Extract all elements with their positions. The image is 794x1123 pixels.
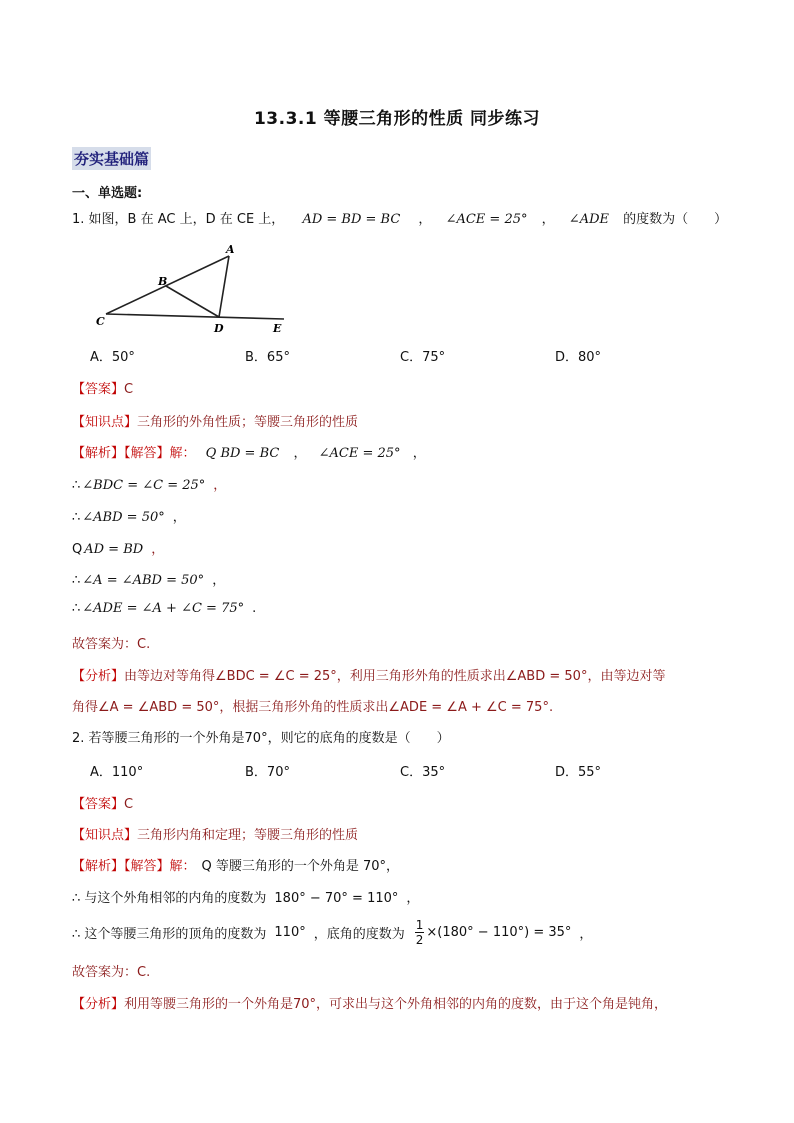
solution-tag: 【解析】【解答】解： xyxy=(72,446,196,461)
analysis-tag: 【分析】 xyxy=(72,669,125,684)
line-ca xyxy=(106,256,229,314)
q1-option-b[interactable]: B．65° xyxy=(245,350,290,365)
q1-option-a[interactable]: A．50° xyxy=(90,350,135,365)
q1-step-4 xyxy=(72,569,225,588)
solution-math-1: Q BD = BC xyxy=(205,446,280,461)
step-punct: . xyxy=(252,601,257,616)
fraction-denominator: 2 xyxy=(415,932,424,947)
q1-analysis-line-1 xyxy=(72,665,665,684)
step-punct: ， xyxy=(212,573,226,588)
step-symbol: ∴ xyxy=(72,601,81,616)
solution-end: ， xyxy=(412,446,426,461)
step-symbol: Q xyxy=(72,542,83,557)
q1-option-d[interactable]: D．80° xyxy=(555,350,602,365)
q1-prefix: 1. 如图，B 在 AC 上，D 在 CE 上， xyxy=(72,212,285,227)
q1-math-3: ∠ADE xyxy=(568,212,609,227)
part-heading: 一、单选题: xyxy=(72,186,143,201)
q2-analysis-line-1 xyxy=(72,993,667,1012)
page-title: 13.3.1 等腰三角形的性质 同步练习 xyxy=(253,109,541,129)
section-heading: 夯实基础篇 xyxy=(72,147,151,170)
step-punct: ， xyxy=(406,891,420,906)
analysis-text: 由等边对等角得∠BDC = ∠C = 25°，利用三角形外角的性质求出∠ABD = 50°，由等边对等 xyxy=(124,669,666,684)
q1-conclusion: 故答案为：C. xyxy=(72,637,151,652)
q2-option-c[interactable]: C．35° xyxy=(400,765,446,780)
label-e: E xyxy=(273,322,282,335)
solution-tag: 【解析】【解答】解： xyxy=(72,859,196,874)
label-c: C xyxy=(96,315,105,328)
step-symbol: ∴ xyxy=(72,510,81,525)
analysis-tag: 【分析】 xyxy=(72,997,125,1012)
fraction xyxy=(415,918,425,947)
line-ad xyxy=(219,256,229,317)
q1-math-1: AD = BD = BC xyxy=(302,212,401,227)
q2-stem: 2. 若等腰三角形的一个外角是70°，则它的底角的度数是（ ） xyxy=(72,731,450,746)
step-punct: ， xyxy=(172,510,186,525)
q1-knowledge xyxy=(72,411,358,430)
q1-step-5 xyxy=(72,601,256,616)
q1-step-3 xyxy=(72,538,164,557)
step-math: ∠ADE = ∠A + ∠C = 75° xyxy=(82,601,245,616)
q1-analysis-line-2: 角得∠A = ∠ABD = 50°，根据三角形外角的性质求出∠ADE = ∠A + ∠C = 75°. xyxy=(72,700,554,715)
q1-math-2: ∠ACE = 25° xyxy=(445,212,528,227)
q2-answer xyxy=(72,793,133,812)
step-symbol: ∴ xyxy=(72,573,81,588)
line-bd xyxy=(166,286,219,317)
q2-option-d[interactable]: D．55° xyxy=(555,765,602,780)
step-punct: ， xyxy=(213,478,227,493)
step-punct: ， xyxy=(579,926,593,942)
q1-step-1 xyxy=(72,474,226,493)
answer-value: C xyxy=(124,797,134,812)
knowledge-tag: 【知识点】 xyxy=(72,415,138,430)
knowledge-tag: 【知识点】 xyxy=(72,828,138,843)
step-symbol: ∴ xyxy=(72,478,81,493)
step-text: ∴ 与这个外角相邻的内角的度数为 xyxy=(72,891,267,906)
step-text: ∴ 这个等腰三角形的顶角的度数为 xyxy=(72,926,267,942)
label-a: A xyxy=(226,243,235,256)
fraction-numerator: 1 xyxy=(415,917,424,932)
label-d: D xyxy=(214,322,224,335)
q1-step-2 xyxy=(72,506,186,525)
step-text-mid: ，底角的度数为 xyxy=(313,926,405,942)
q2-step-1 xyxy=(72,887,419,906)
q2-conclusion: 故答案为：C. xyxy=(72,965,151,980)
step-math: 180° − 70° = 110° xyxy=(274,891,399,906)
answer-value: C xyxy=(124,382,134,397)
q1-stem xyxy=(72,208,727,227)
step-math: ∠BDC = ∠C = 25° xyxy=(82,478,206,493)
q2-option-a[interactable]: A．110° xyxy=(90,765,144,780)
q2-knowledge xyxy=(72,824,358,843)
answer-tag: 【答案】 xyxy=(72,797,125,812)
step-math: 110° xyxy=(274,924,306,940)
step-math-2: ×(180° − 110°) = 35° xyxy=(426,924,572,940)
q1-option-c[interactable]: C．75° xyxy=(400,350,446,365)
step-math: AD = BD xyxy=(84,542,144,557)
label-b: B xyxy=(158,275,168,288)
analysis-text: 利用等腰三角形的一个外角是70°，可求出与这个外角相邻的内角的度数，由于这个角是钝角， xyxy=(124,997,668,1012)
step-math: ∠ABD = 50° xyxy=(82,510,165,525)
q2-solution xyxy=(72,855,399,874)
q1-suffix: 的度数为（ ） xyxy=(623,212,728,227)
q2-step-2 xyxy=(72,914,592,950)
step-math: ∠A = ∠ABD = 50° xyxy=(82,573,205,588)
q1-answer xyxy=(72,378,133,397)
q1-sep-2: ， xyxy=(541,212,555,227)
line-ce xyxy=(106,314,284,319)
solution-sep: ， xyxy=(293,446,307,461)
q2-option-b[interactable]: B．70° xyxy=(245,765,290,780)
step-punct: ， xyxy=(151,542,165,557)
solution-math-2: ∠ACE = 25° xyxy=(318,446,401,461)
q1-figure xyxy=(92,240,302,336)
knowledge-text: 三角形内角和定理；等腰三角形的性质 xyxy=(137,828,359,843)
solution-text: Q 等腰三角形的一个外角是 70°， xyxy=(201,859,400,874)
q1-sep-1: ， xyxy=(418,212,432,227)
answer-tag: 【答案】 xyxy=(72,382,125,397)
knowledge-text: 三角形的外角性质；等腰三角形的性质 xyxy=(137,415,359,430)
q1-solution xyxy=(72,442,426,461)
